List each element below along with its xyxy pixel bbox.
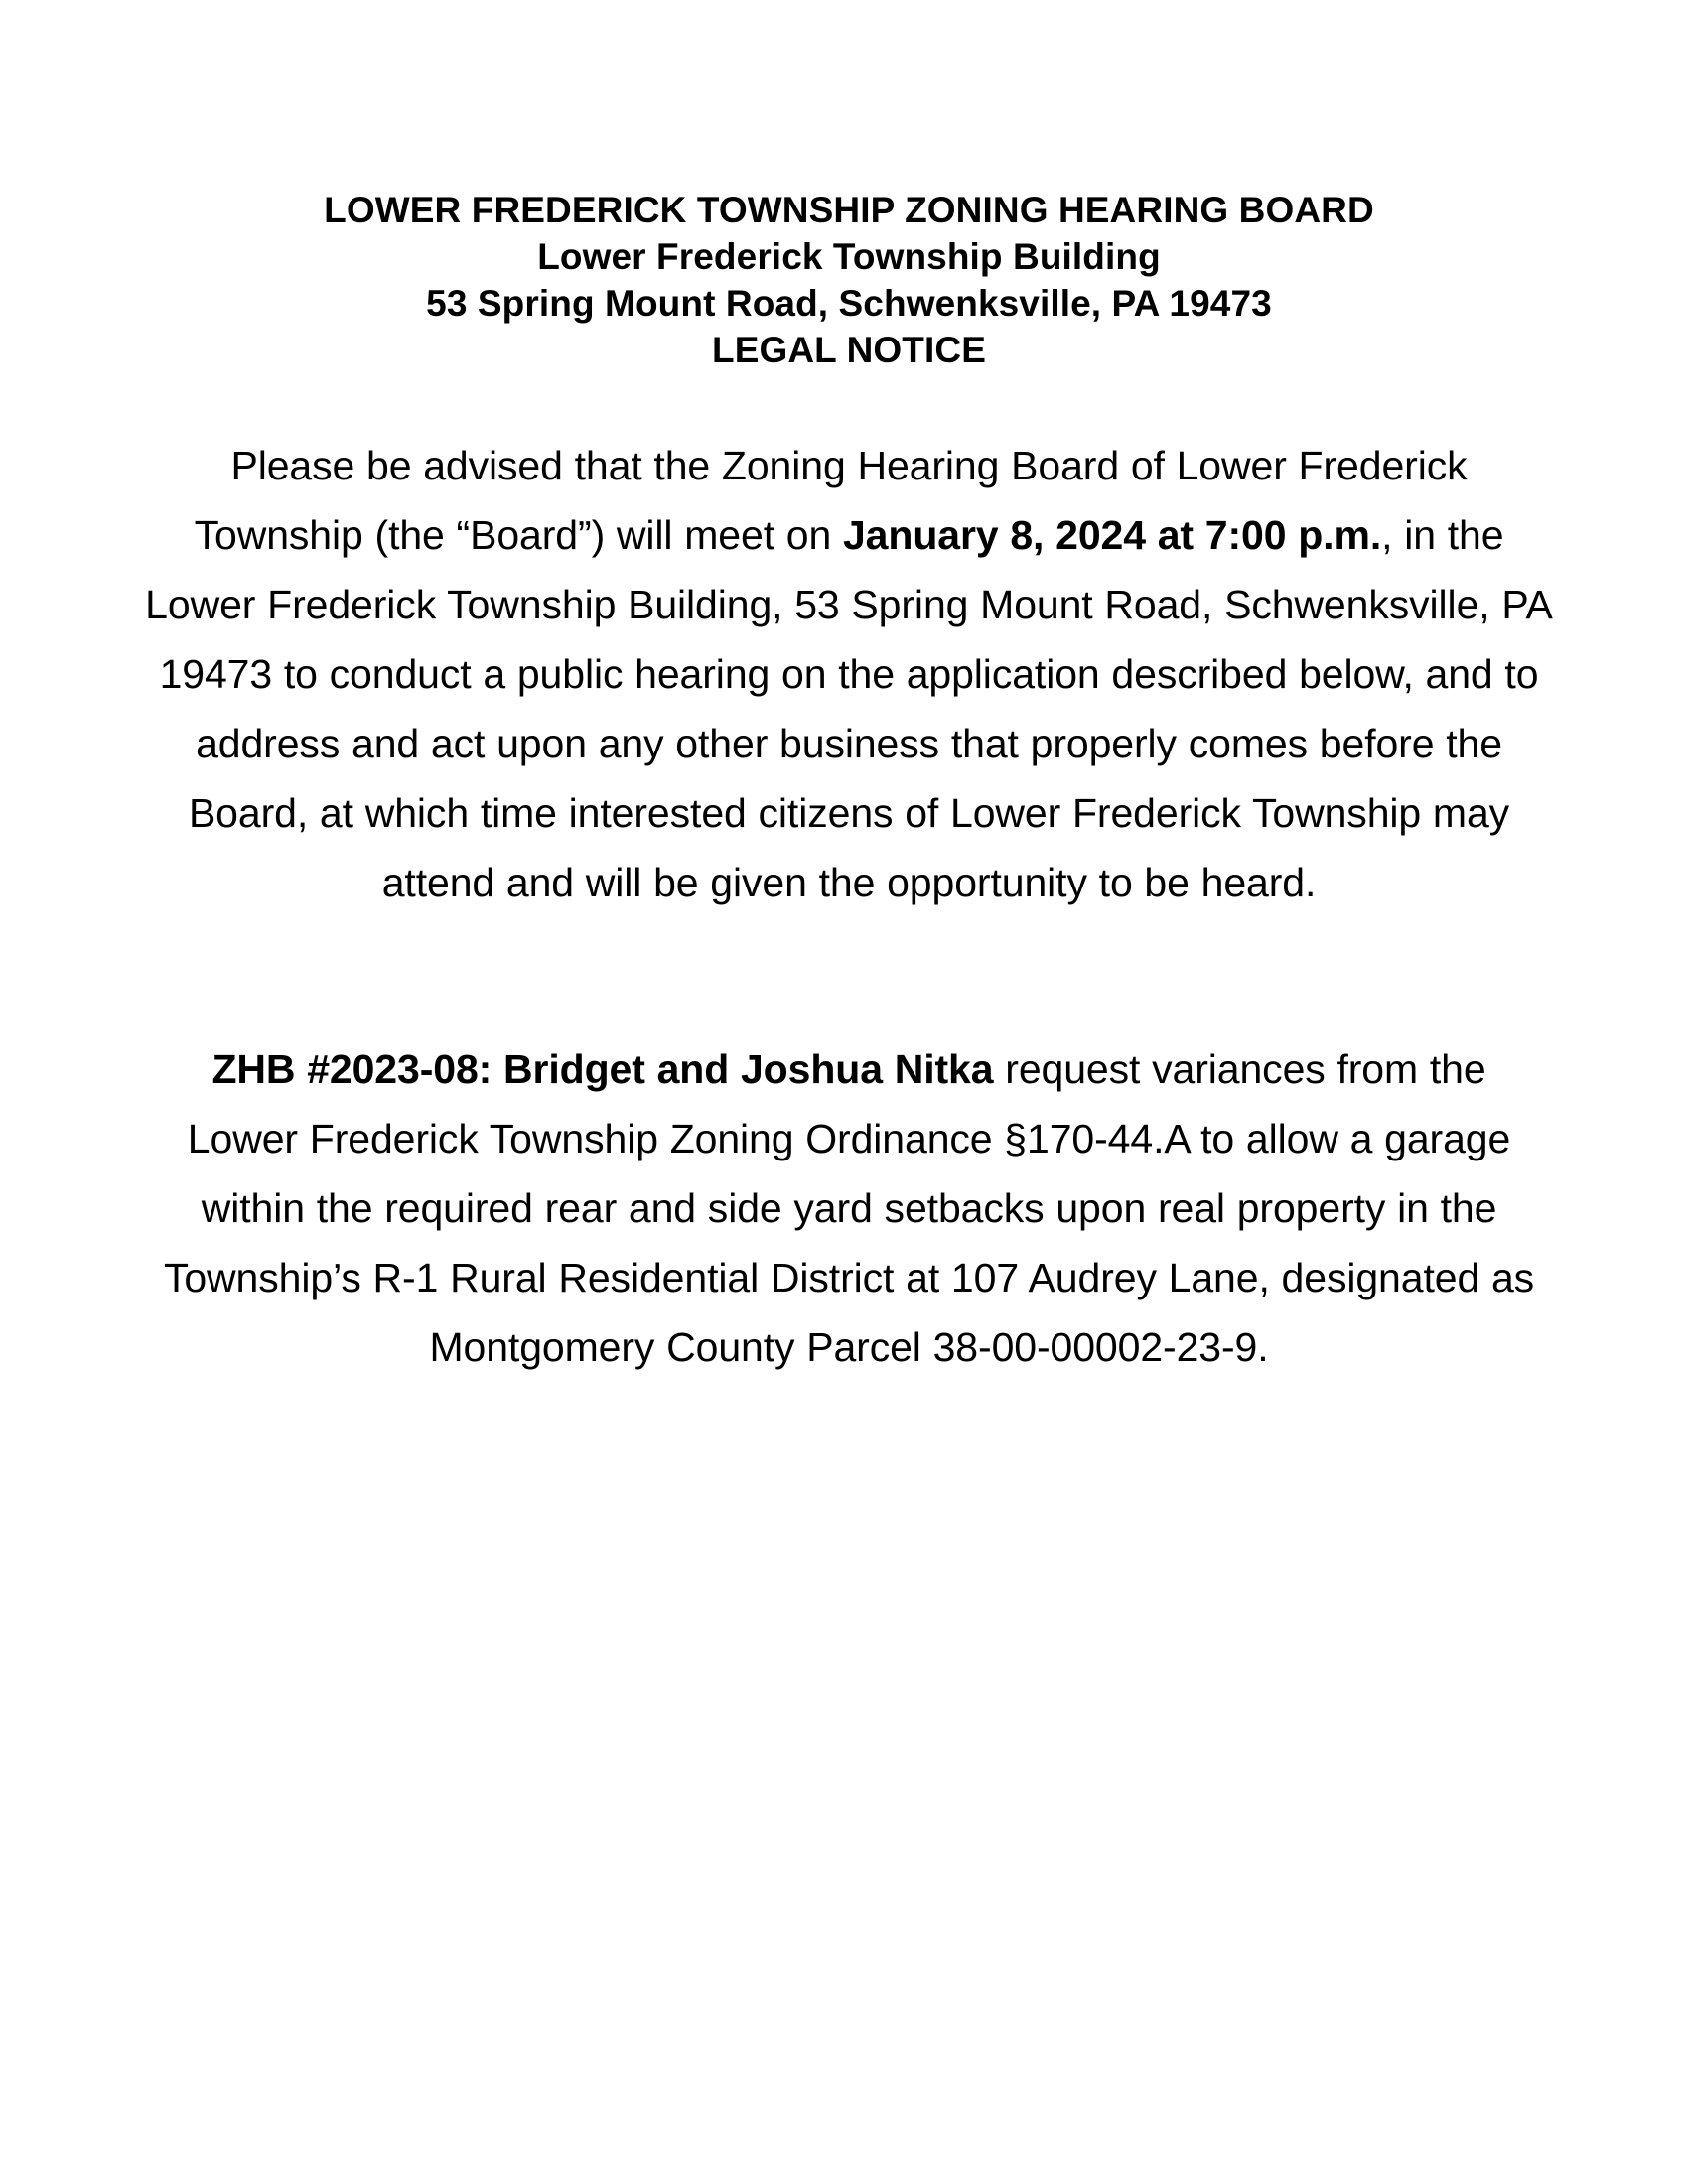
application-paragraph — [129, 1034, 1569, 1382]
header-line-board-title: LOWER FREDERICK TOWNSHIP ZONING HEARING BOARD — [324, 190, 1374, 230]
application-case-heading: ZHB #2023-08: Bridget and Joshua Nitka — [211, 1046, 994, 1092]
header-line-building-name: Lower Frederick Township Building — [537, 236, 1161, 277]
meeting-notice-paragraph — [129, 431, 1569, 917]
application-body-text: request variances from the Lower Frederick Township Zoning Ordinance §170-44.A to allow a garage within the required rear and side yard setbacks upon real property in the Township’s R-1 Rural Residential District at 107 Audrey Lane, designated as Montgomery County Parcel 38-00-00002-23-9. — [163, 1046, 1535, 1370]
header-line-legal-notice: LEGAL NOTICE — [712, 330, 986, 370]
header-line-address: 53 Spring Mount Road, Schwenksville, PA 19473 — [426, 283, 1272, 324]
notice-text-before-date: Please be advised that the Zoning Hearing Board of Lower Frederick Township (the “Board”) will meet on — [194, 443, 1468, 558]
notice-text-after-time: , in the Lower Frederick Township Building, 53 Spring Mount Road, Schwenksville, PA 19473 to conduct a public hearing on the application described below, and to address and act upon any other business that properly comes before the Board, at which time interested citizens of Lower Frederick Township may attend and will be given the opportunity to be heard. — [145, 512, 1553, 905]
notice-text-space — [1146, 512, 1158, 558]
meeting-time: at 7:00 p.m. — [1157, 512, 1382, 558]
document-content — [129, 0, 1569, 1423]
notice-header — [129, 187, 1569, 373]
meeting-date: January 8, 2024 — [842, 512, 1146, 558]
